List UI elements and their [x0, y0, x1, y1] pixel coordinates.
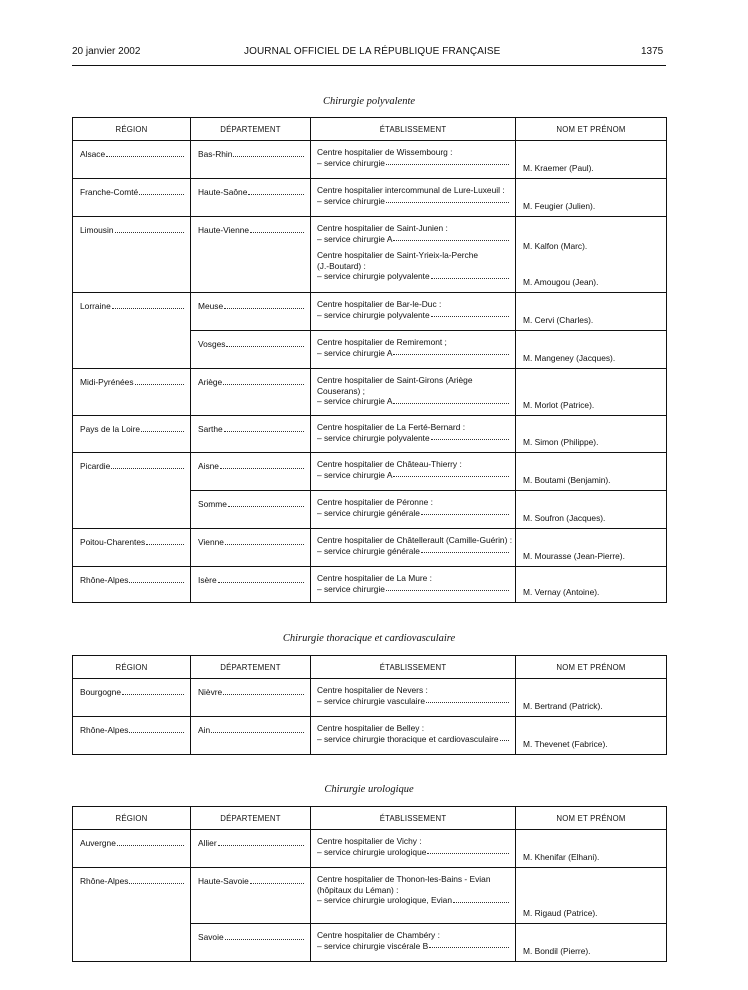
region-label-text: Lorraine — [80, 301, 111, 311]
region-label-text: Poitou-Charentes — [80, 537, 146, 547]
leader-dots — [386, 584, 509, 592]
service-line — [317, 433, 509, 444]
service-text: – service chirurgie — [317, 583, 385, 594]
establishment-line: Centre hospitalier de Thonon-les-Bains - Evian — [317, 874, 491, 884]
establishment-cell — [311, 293, 516, 331]
name-cell — [516, 217, 667, 293]
region-cell — [73, 924, 191, 962]
header-rule — [72, 65, 666, 66]
establishment-line: Centre hospitalier de Château-Thierry : — [317, 459, 462, 469]
region-cell — [73, 369, 191, 416]
person-name: M. Bondil (Pierre). — [523, 946, 591, 956]
journal-title: JOURNAL OFFICIEL DE LA RÉPUBLIQUE FRANÇAISE — [244, 46, 501, 57]
leader-dots — [129, 575, 184, 583]
service-line — [317, 508, 509, 519]
department-label-text: Haute-Vienne — [198, 225, 250, 235]
service-text: – service chirurgie vasculaire — [317, 695, 425, 706]
region-header: RÉGION — [73, 118, 191, 141]
service-text: – service chirurgie polyvalente — [317, 271, 430, 282]
department-label — [191, 679, 310, 698]
department-label-text: Isère — [198, 575, 217, 585]
table-row — [73, 529, 667, 567]
department-cell — [191, 141, 311, 179]
establishment-line: Centre hospitalier de Nevers : — [317, 685, 428, 695]
region-label-text: Auvergne — [80, 838, 116, 848]
establishment-cell — [311, 830, 516, 868]
service-text: – service chirurgie — [317, 157, 385, 168]
region-label-text: Bourgogne — [80, 687, 121, 697]
page-number: 1375 — [641, 46, 664, 57]
region-label — [73, 567, 190, 586]
name-cell — [516, 717, 667, 755]
leader-dots — [429, 941, 509, 949]
person-name: M. Amougou (Jean). — [523, 277, 599, 287]
name-cell — [516, 679, 667, 717]
department-label — [191, 369, 310, 388]
region-label — [73, 369, 190, 388]
department-label-text: Ariège — [198, 377, 223, 387]
leader-dots — [117, 838, 184, 846]
department-cell — [191, 331, 311, 369]
person-name: M. Bertrand (Patrick). — [523, 701, 603, 711]
leader-dots — [427, 847, 509, 855]
person-name: M. Vernay (Antoine). — [523, 587, 600, 597]
region-label — [73, 529, 190, 548]
region-cell — [73, 567, 191, 603]
department-label — [191, 217, 310, 236]
region-label — [73, 453, 190, 472]
service-text: – service chirurgie viscérale B — [317, 940, 429, 951]
department-label — [191, 453, 310, 472]
leader-dots — [393, 396, 509, 404]
appointments-table — [72, 117, 667, 603]
department-label-text: Aisne — [198, 461, 219, 471]
name-cell — [516, 453, 667, 491]
table-row — [73, 331, 667, 369]
department-cell — [191, 217, 311, 293]
establishment-line: Centre hospitalier de Péronne : — [317, 497, 433, 507]
region-cell — [73, 679, 191, 717]
leader-dots — [393, 234, 509, 242]
person-name: M. Rigaud (Patrice). — [523, 908, 598, 918]
establishment-cell — [311, 453, 516, 491]
department-label-text: Haute-Savoie — [198, 876, 249, 886]
region-cell — [73, 179, 191, 217]
leader-dots — [224, 424, 304, 432]
leader-dots — [218, 838, 304, 846]
leader-dots — [115, 225, 184, 233]
department-label-text: Vosges — [198, 339, 226, 349]
table-row — [73, 868, 667, 924]
region-cell — [73, 293, 191, 331]
leader-dots — [228, 499, 304, 507]
department-label-text: Vienne — [198, 537, 224, 547]
table-row — [73, 830, 667, 868]
person-name: M. Soufron (Jacques). — [523, 513, 606, 523]
department-label-text: Somme — [198, 499, 227, 509]
service-text: – service chirurgie A — [317, 469, 393, 480]
department-label — [191, 868, 310, 887]
department-label — [191, 830, 310, 849]
department-label — [191, 141, 310, 160]
department-cell — [191, 369, 311, 416]
service-line — [317, 847, 509, 858]
table-row — [73, 217, 667, 293]
establishment-cell — [311, 369, 516, 416]
establishment-line: Centre hospitalier de Wissembourg : — [317, 147, 453, 157]
region-label-text: Pays de la Loire — [80, 424, 141, 434]
table-row — [73, 679, 667, 717]
establishment-line: Centre hospitalier de Chambéry : — [317, 930, 440, 940]
name-cell — [516, 141, 667, 179]
region-cell — [73, 141, 191, 179]
department-cell — [191, 717, 311, 755]
service-text: – service chirurgie polyvalente — [317, 309, 430, 320]
person-name: M. Mangeney (Jacques). — [523, 353, 616, 363]
leader-dots — [393, 348, 509, 356]
region-label — [73, 679, 190, 698]
region-cell — [73, 529, 191, 567]
department-label-text: Ain — [198, 725, 211, 735]
person-name: M. Thevenet (Fabrice). — [523, 739, 608, 749]
leader-dots — [106, 149, 184, 157]
department-cell — [191, 567, 311, 603]
name-cell — [516, 293, 667, 331]
service-line — [317, 348, 509, 359]
department-cell — [191, 179, 311, 217]
establishment-line: Centre hospitalier de La Mure : — [317, 573, 432, 583]
region-cell — [73, 830, 191, 868]
establishment-cell — [311, 868, 516, 924]
table-row — [73, 567, 667, 603]
service-line — [317, 734, 509, 745]
leader-dots — [224, 301, 304, 309]
department-label-text: Haute-Saône — [198, 187, 248, 197]
department-label — [191, 179, 310, 198]
name-header: NOM ET PRÉNOM — [516, 118, 667, 141]
leader-dots — [226, 339, 304, 347]
department-label — [191, 491, 310, 510]
department-header: DÉPARTEMENT — [191, 807, 311, 830]
department-cell — [191, 453, 311, 491]
service-line — [317, 234, 509, 245]
establishment-line: Centre hospitalier de Vichy : — [317, 836, 422, 846]
person-name: M. Cervi (Charles). — [523, 315, 594, 325]
department-label — [191, 529, 310, 548]
appointments-table — [72, 655, 667, 755]
region-label — [73, 830, 190, 849]
region-label — [73, 293, 190, 312]
department-label — [191, 293, 310, 312]
establishment-cell — [311, 529, 516, 567]
name-cell — [516, 331, 667, 369]
department-label-text: Meuse — [198, 301, 224, 311]
service-line — [317, 584, 509, 595]
service-line — [317, 546, 509, 557]
establishment-cell — [311, 141, 516, 179]
region-label — [73, 141, 190, 160]
person-name: M. Kraemer (Paul). — [523, 163, 594, 173]
department-cell — [191, 491, 311, 529]
name-cell — [516, 369, 667, 416]
leader-dots — [386, 196, 509, 204]
establishment-line: Centre hospitalier de Châtellerault (Camille-Guérin) : — [317, 535, 513, 545]
establishment-cell — [311, 679, 516, 717]
establishment-line: Couserans) ; — [317, 385, 365, 396]
establishment-line: Centre hospitalier de Remiremont ; — [317, 337, 447, 347]
department-label-text: Nièvre — [198, 687, 223, 697]
service-line — [317, 396, 509, 407]
establishment-line: (hôpitaux du Léman) : — [317, 884, 399, 895]
department-cell — [191, 868, 311, 924]
service-line — [317, 158, 509, 169]
name-cell — [516, 529, 667, 567]
region-label-text: Rhône-Alpes — [80, 575, 129, 585]
department-label — [191, 331, 310, 350]
leader-dots — [453, 895, 509, 903]
department-label-text: Bas-Rhin — [198, 149, 233, 159]
service-text: – service chirurgie A — [317, 233, 393, 244]
establishment-line: Centre hospitalier de Saint-Yrieix-la-Perche — [317, 250, 479, 261]
service-text: – service chirurgie thoracique et cardiovasculaire — [317, 733, 499, 744]
leader-dots — [233, 149, 304, 157]
leader-dots — [129, 725, 184, 733]
service-line — [317, 196, 509, 207]
establishment-line: Centre hospitalier de Saint-Girons (Ariège — [317, 375, 473, 385]
name-cell — [516, 567, 667, 603]
leader-dots — [421, 508, 509, 516]
region-cell — [73, 491, 191, 529]
establishment-line: Centre hospitalier de Saint-Junien : — [317, 223, 448, 233]
leader-dots — [248, 187, 304, 195]
department-label — [191, 416, 310, 435]
service-line — [317, 310, 509, 321]
person-name: M. Simon (Philippe). — [523, 437, 599, 447]
leader-dots — [112, 301, 184, 309]
region-header: RÉGION — [73, 807, 191, 830]
table-row — [73, 369, 667, 416]
person-name: M. Morlot (Patrice). — [523, 400, 595, 410]
table-row — [73, 179, 667, 217]
establishment-line: Centre hospitalier de Belley : — [317, 723, 425, 733]
department-header: DÉPARTEMENT — [191, 118, 311, 141]
leader-dots — [220, 461, 304, 469]
leader-dots — [393, 470, 509, 478]
region-label-text: Alsace — [80, 149, 106, 159]
leader-dots — [139, 187, 184, 195]
establishment-cell — [311, 491, 516, 529]
region-cell — [73, 453, 191, 491]
leader-dots — [146, 537, 184, 545]
name-cell — [516, 416, 667, 453]
person-name: M. Khenifar (Elhani). — [523, 852, 600, 862]
service-text: – service chirurgie A — [317, 396, 393, 407]
name-cell — [516, 491, 667, 529]
region-cell — [73, 416, 191, 453]
department-label — [191, 924, 310, 943]
establishment-cell — [311, 924, 516, 962]
establishment-header: ÉTABLISSEMENT — [311, 656, 516, 679]
table-row — [73, 141, 667, 179]
section-title: Chirurgie urologique — [324, 784, 414, 795]
establishment-header: ÉTABLISSEMENT — [311, 118, 516, 141]
region-cell — [73, 331, 191, 369]
region-cell — [73, 217, 191, 293]
leader-dots — [431, 271, 509, 279]
leader-dots — [421, 546, 509, 554]
establishment-line: Centre hospitalier intercommunal de Lure-Luxeuil : — [317, 185, 505, 195]
service-text: – service chirurgie urologique — [317, 846, 427, 857]
name-cell — [516, 868, 667, 924]
leader-dots — [218, 575, 304, 583]
leader-dots — [122, 687, 184, 695]
establishment-cell — [311, 567, 516, 603]
leader-dots — [129, 876, 184, 884]
leader-dots — [225, 537, 304, 545]
person-name: M. Mourasse (Jean-Pierre). — [523, 551, 625, 561]
leader-dots — [225, 932, 304, 940]
region-cell — [73, 868, 191, 924]
region-label — [73, 416, 190, 435]
leader-dots — [141, 424, 184, 432]
leader-dots — [250, 225, 304, 233]
department-cell — [191, 416, 311, 453]
service-line — [317, 470, 509, 481]
leader-dots — [111, 461, 184, 469]
service-text: – service chirurgie urologique, Evian — [317, 895, 453, 906]
appointments-table — [72, 806, 667, 962]
section-title: Chirurgie thoracique et cardiovasculaire — [282, 633, 456, 644]
section-title: Chirurgie polyvalente — [322, 96, 416, 107]
service-text: – service chirurgie polyvalente — [317, 432, 430, 443]
leader-dots — [431, 310, 509, 318]
establishment-cell — [311, 217, 516, 293]
region-label-text: Rhône-Alpes — [80, 725, 129, 735]
establishment-header: ÉTABLISSEMENT — [311, 807, 516, 830]
name-cell — [516, 179, 667, 217]
leader-dots — [500, 734, 509, 742]
establishment-cell — [311, 717, 516, 755]
establishment-line: Centre hospitalier de La Ferté-Bernard : — [317, 422, 466, 432]
table-row — [73, 416, 667, 453]
leader-dots — [426, 696, 509, 704]
service-line — [317, 696, 509, 707]
establishment-cell — [311, 331, 516, 369]
department-label-text: Savoie — [198, 932, 224, 942]
department-header: DÉPARTEMENT — [191, 656, 311, 679]
region-label-text: Midi-Pyrénées — [80, 377, 134, 387]
department-cell — [191, 830, 311, 868]
name-cell — [516, 830, 667, 868]
establishment-line: Centre hospitalier de Bar-le-Duc : — [317, 299, 442, 309]
region-label — [73, 179, 190, 198]
department-cell — [191, 293, 311, 331]
region-cell — [73, 717, 191, 755]
establishment-cell — [311, 416, 516, 453]
table-row — [73, 453, 667, 491]
person-name: M. Boutami (Benjamin). — [523, 475, 611, 485]
leader-dots — [250, 876, 304, 884]
region-label-text: Rhône-Alpes — [80, 876, 129, 886]
name-cell — [516, 924, 667, 962]
service-line — [317, 271, 509, 282]
person-name: M. Feugier (Julien). — [523, 201, 596, 211]
table-row — [73, 924, 667, 962]
department-label-text: Allier — [198, 838, 217, 848]
department-cell — [191, 679, 311, 717]
service-text: – service chirurgie A — [317, 347, 393, 358]
region-label-text: Franche-Comté — [80, 187, 139, 197]
service-text: – service chirurgie générale — [317, 545, 420, 556]
table-row — [73, 491, 667, 529]
department-label-text: Sarthe — [198, 424, 223, 434]
leader-dots — [223, 377, 304, 385]
region-label — [73, 217, 190, 236]
leader-dots — [386, 158, 509, 166]
page-date: 20 janvier 2002 — [72, 46, 141, 57]
service-line — [317, 895, 509, 906]
person-name: M. Kalfon (Marc). — [523, 241, 588, 251]
establishment-line: (J.-Boutard) : — [317, 260, 366, 271]
department-cell — [191, 529, 311, 567]
service-text: – service chirurgie — [317, 195, 385, 206]
department-label — [191, 567, 310, 586]
department-cell — [191, 924, 311, 962]
region-header: RÉGION — [73, 656, 191, 679]
region-label-text: Picardie — [80, 461, 111, 471]
table-row — [73, 717, 667, 755]
table-row — [73, 293, 667, 331]
leader-dots — [211, 725, 304, 733]
region-label-text: Limousin — [80, 225, 114, 235]
department-label — [191, 717, 310, 736]
name-header: NOM ET PRÉNOM — [516, 807, 667, 830]
region-label — [73, 717, 190, 736]
region-label — [73, 868, 190, 887]
service-text: – service chirurgie générale — [317, 507, 420, 518]
service-line — [317, 941, 509, 952]
name-header: NOM ET PRÉNOM — [516, 656, 667, 679]
leader-dots — [223, 687, 304, 695]
leader-dots — [135, 377, 184, 385]
leader-dots — [431, 433, 509, 441]
establishment-cell — [311, 179, 516, 217]
